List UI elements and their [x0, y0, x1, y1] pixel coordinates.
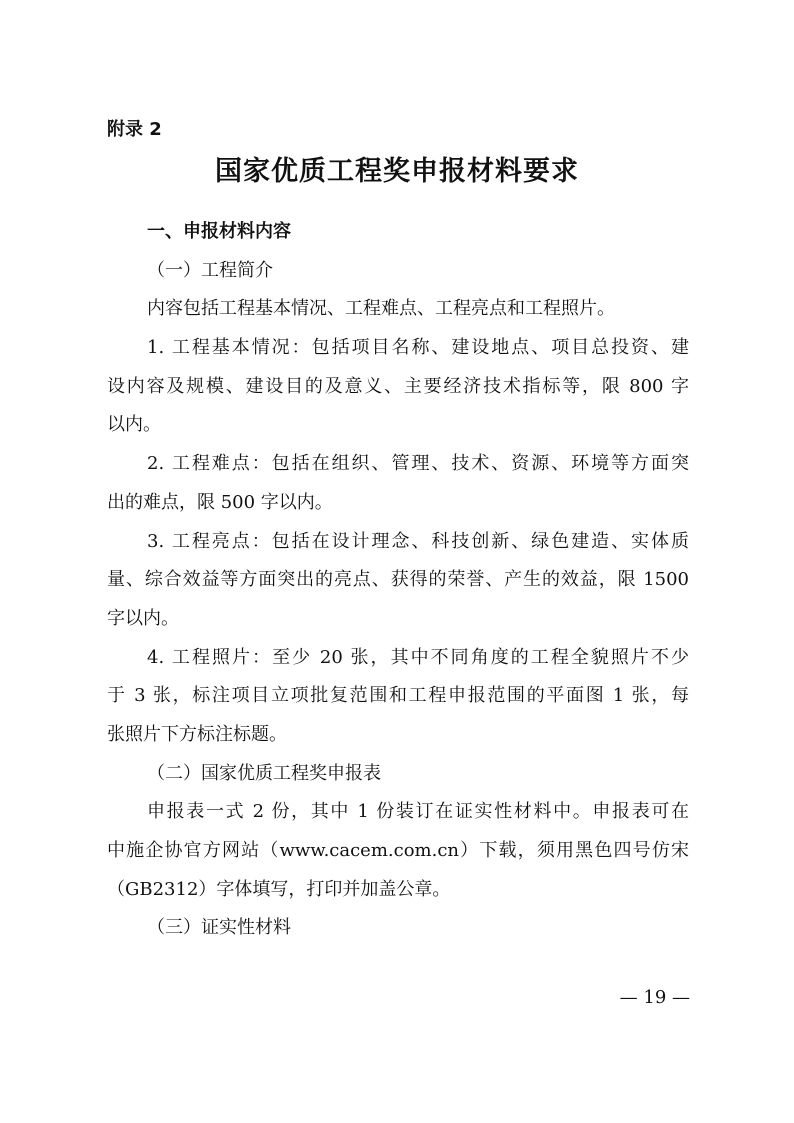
subsection-heading-supporting-materials: （三）证实性材料	[147, 917, 291, 939]
subsection-heading-application-form: （二）国家优质工程奖申报表	[147, 762, 381, 784]
paragraph-line: 内容包括工程基本情况、工程难点、工程亮点和工程照片。	[147, 298, 615, 320]
paragraph-line: 3. 工程亮点：包括在设计理念、科技创新、绿色建造、实体质	[147, 530, 689, 552]
paragraph-line: 申报表一式 2 份，其中 1 份装订在证实性材料中。申报表可在	[147, 801, 689, 823]
paragraph-line: 于 3 张，标注项目立项批复范围和工程申报范围的平面图 1 张，每	[107, 685, 689, 707]
document-body	[107, 213, 689, 948]
paragraph-line: 4. 工程照片：至少 20 张，其中不同角度的工程全貌照片不少	[147, 646, 689, 668]
paragraph-line: （GB2312）字体填写，打印并加盖公章。	[107, 878, 451, 900]
document-title: 国家优质工程奖申报材料要求	[215, 156, 579, 187]
appendix-label: 附录 2	[107, 119, 162, 140]
subsection-heading-project-intro: （一）工程简介	[147, 259, 273, 281]
paragraph-line: 中施企协官方网站（www.cacem.com.cn）下载，须用黑色四号仿宋	[107, 840, 689, 861]
page-number: — 19 —	[619, 987, 690, 1008]
paragraph-line: 字以内。	[107, 607, 179, 629]
paragraph-line: 出的难点，限 500 字以内。	[107, 491, 333, 513]
paragraph-line: 张照片下方标注标题。	[107, 723, 287, 745]
paragraph-line: 量、综合效益等方面突出的亮点、获得的荣誉、产生的效益，限 1500	[107, 569, 689, 591]
section-heading-1: 一、申报材料内容	[147, 221, 291, 242]
paragraph-line: 设内容及规模、建设目的及意义、主要经济技术指标等，限 800 字	[107, 375, 689, 397]
paragraph-line: 1. 工程基本情况：包括项目名称、建设地点、项目总投资、建	[147, 337, 689, 359]
paragraph-line: 2. 工程难点：包括在组织、管理、技术、资源、环境等方面突	[147, 453, 689, 475]
paragraph-line: 以内。	[107, 414, 161, 436]
